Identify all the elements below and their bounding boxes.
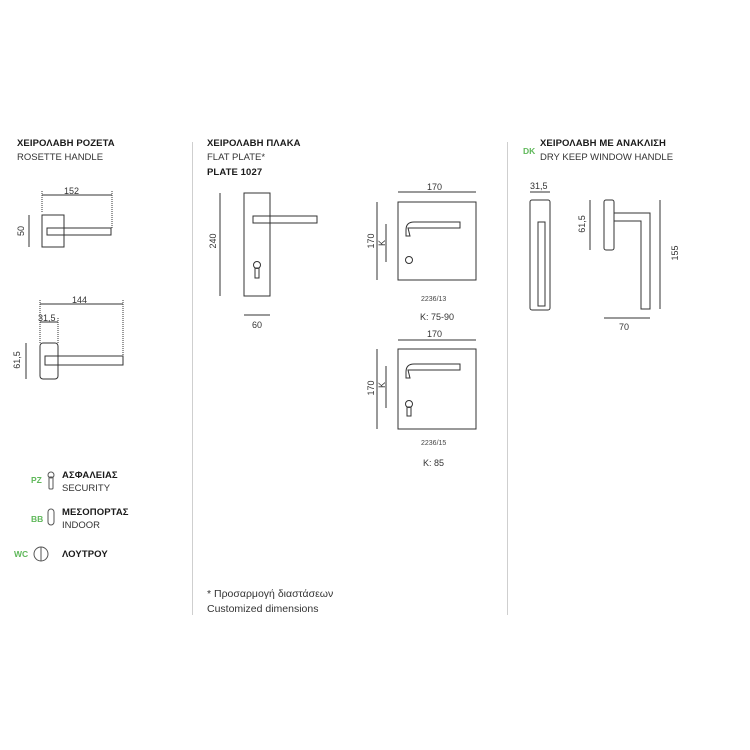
legend-wc-code: WC bbox=[14, 549, 29, 559]
dry-keep-front-drawing bbox=[590, 200, 660, 318]
rosette-top-width-label: 152 bbox=[64, 186, 80, 196]
dry-keep-height-label: 155 bbox=[670, 245, 680, 261]
dry-keep-offset-label: 31,5 bbox=[530, 181, 548, 191]
plate-b-width-label: 170 bbox=[427, 329, 443, 339]
plate-2236-13-drawing bbox=[377, 192, 476, 280]
flat-plate-title-gr: ΧΕΙΡΟΛΑΒΗ ΠΛΑΚΑ bbox=[207, 138, 301, 149]
plate-a-k-label: K bbox=[377, 240, 387, 247]
legend-pz-code: PZ bbox=[31, 475, 42, 485]
dry-keep-title-gr: ΧΕΙΡΟΛΑΒΗ ΜΕ ΑΝΑΚΛΙΣΗ bbox=[540, 138, 666, 149]
plate-a-width-label: 170 bbox=[427, 182, 443, 192]
legend-wc-label-gr: ΛΟΥΤΡΟΥ bbox=[62, 549, 108, 560]
footnote-gr: * Προσαρμογή διαστάσεων bbox=[207, 588, 334, 600]
plate-a-model-label: 2236/13 bbox=[421, 296, 447, 303]
rosette-bottom-offset-label: 31,5 bbox=[38, 313, 56, 323]
wc-turn-icon bbox=[34, 547, 48, 561]
plate-1027-drawing bbox=[220, 193, 317, 315]
plate-1027-width-label: 60 bbox=[252, 320, 263, 330]
dry-keep-rosette-height-label: 61,5 bbox=[577, 215, 587, 233]
rosette-handle-side-drawing bbox=[26, 300, 123, 379]
indoor-keyhole-icon bbox=[48, 509, 54, 525]
rosette-bottom-width-label: 144 bbox=[72, 295, 88, 305]
flat-plate-title-en: FLAT PLATE* bbox=[207, 152, 266, 163]
dry-keep-title-en: DRY KEEP WINDOW HANDLE bbox=[540, 152, 674, 163]
legend-bb-label-en: INDOOR bbox=[62, 520, 100, 531]
rosette-handle-top-drawing bbox=[29, 191, 112, 247]
legend-bb-code: BB bbox=[31, 514, 44, 524]
legend-pz-label-gr: ΑΣΦΑΛΕΙΑΣ bbox=[62, 470, 118, 481]
plate-b-model-label: 2236/15 bbox=[421, 440, 447, 447]
rosette-top-height-label: 50 bbox=[16, 226, 26, 237]
plate-b-k-label: K bbox=[377, 382, 387, 389]
rosette-title-gr: ΧΕΙΡΟΛΑΒΗ ΡΟΖΕΤΑ bbox=[17, 138, 115, 149]
plate-a-height-label: 170 bbox=[366, 233, 376, 249]
plate-a-k-range-label: K: 75-90 bbox=[420, 312, 455, 322]
rosette-bottom-height-label: 61,5 bbox=[12, 351, 22, 369]
rosette-title-en: ROSETTE HANDLE bbox=[17, 152, 104, 163]
plate-b-k-range-label: K: 85 bbox=[423, 458, 445, 468]
dry-keep-side-drawing bbox=[530, 192, 550, 310]
security-cylinder-icon bbox=[48, 472, 54, 489]
plate-1027-label: PLATE 1027 bbox=[207, 167, 263, 178]
legend-pz-label-en: SECURITY bbox=[62, 483, 111, 494]
footnote-en: Customized dimensions bbox=[207, 603, 319, 615]
plate-b-height-label: 170 bbox=[366, 380, 376, 396]
dk-code: DK bbox=[523, 146, 536, 156]
plate-1027-height-label: 240 bbox=[208, 233, 218, 249]
legend-bb-label-gr: ΜΕΣΟΠΟΡΤΑΣ bbox=[62, 507, 129, 518]
dry-keep-width-label: 70 bbox=[619, 322, 630, 332]
plate-2236-15-drawing bbox=[377, 340, 476, 429]
